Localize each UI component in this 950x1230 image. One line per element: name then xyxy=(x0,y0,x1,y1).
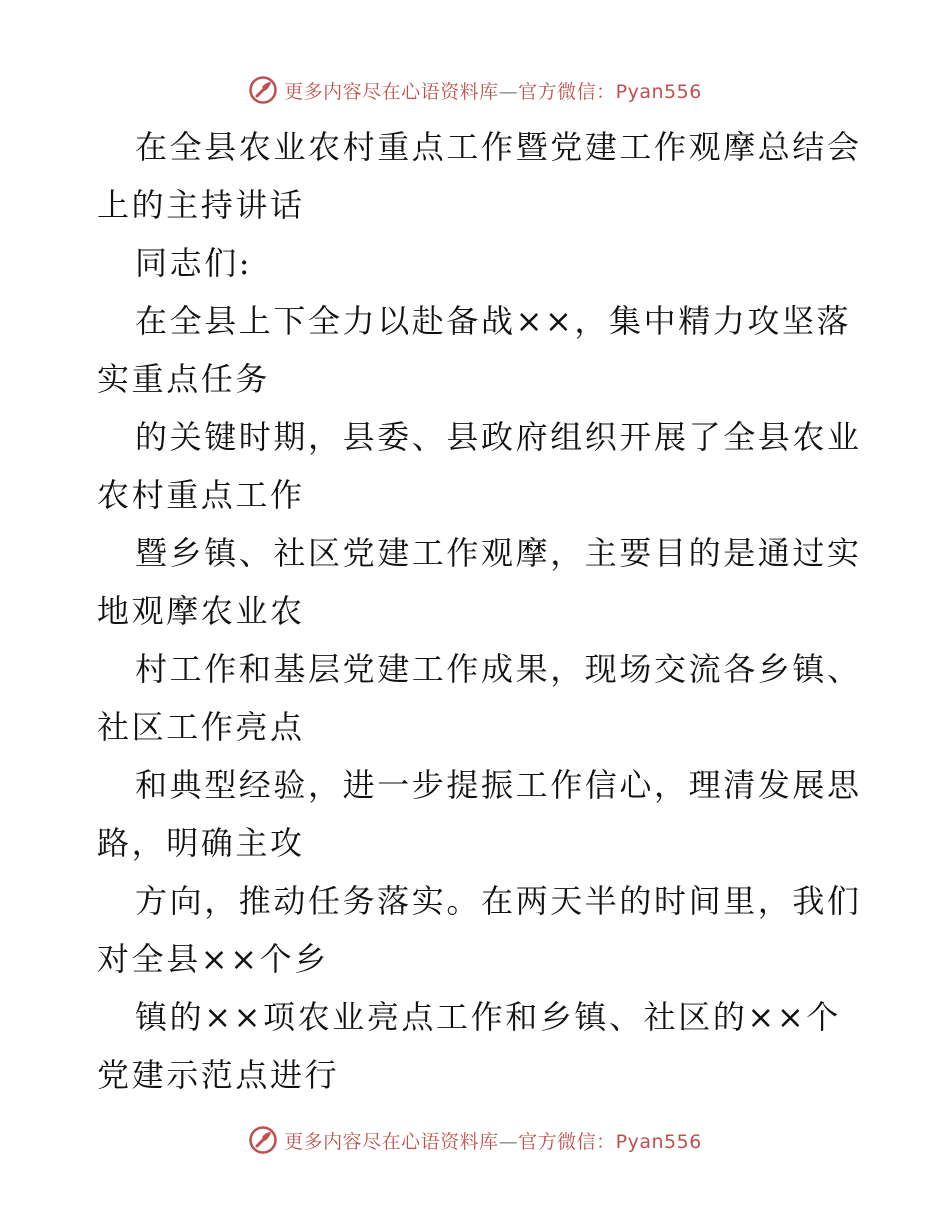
banner-text: 更多内容尽在心语资料库—官方微信：Pyan556 xyxy=(284,1130,702,1153)
header-banner xyxy=(0,70,950,110)
text-line: 镇的××项农业亮点工作和乡镇、社区的××个 xyxy=(135,998,841,1036)
footer-banner xyxy=(0,1120,950,1160)
text-line: 地观摩农业农 xyxy=(97,592,305,630)
text-line: 方向，推动任务落实。在两天半的时间里，我们 xyxy=(135,882,862,920)
text-line: 和典型经验，进一步提振工作信心，理清发展思 xyxy=(135,766,862,804)
text-line: 党建示范点进行 xyxy=(97,1056,340,1094)
feather-logo-icon xyxy=(248,75,278,105)
document-body xyxy=(97,118,862,1104)
text-line: 上的主持讲话 xyxy=(97,186,305,224)
text-line: 同志们: xyxy=(135,244,253,282)
text-line: 路，明确主攻 xyxy=(97,824,305,862)
text-line: 在全县上下全力以赴备战××，集中精力攻坚落 xyxy=(135,302,852,340)
text-line: 对全县××个乡 xyxy=(97,940,329,978)
banner-text: 更多内容尽在心语资料库—官方微信：Pyan556 xyxy=(284,80,702,103)
text-line: 暨乡镇、社区党建工作观摩，主要目的是通过实 xyxy=(135,534,862,572)
text-line: 实重点任务 xyxy=(97,360,271,398)
feather-logo-icon xyxy=(248,1125,278,1155)
text-line: 村工作和基层党建工作成果，现场交流各乡镇、 xyxy=(135,650,862,688)
text-line: 的关键时期，县委、县政府组织开展了全县农业 xyxy=(135,418,862,456)
text-line: 在全县农业农村重点工作暨党建工作观摩总结会 xyxy=(135,128,862,166)
text-line: 社区工作亮点 xyxy=(97,708,305,746)
text-line: 农村重点工作 xyxy=(97,476,305,514)
